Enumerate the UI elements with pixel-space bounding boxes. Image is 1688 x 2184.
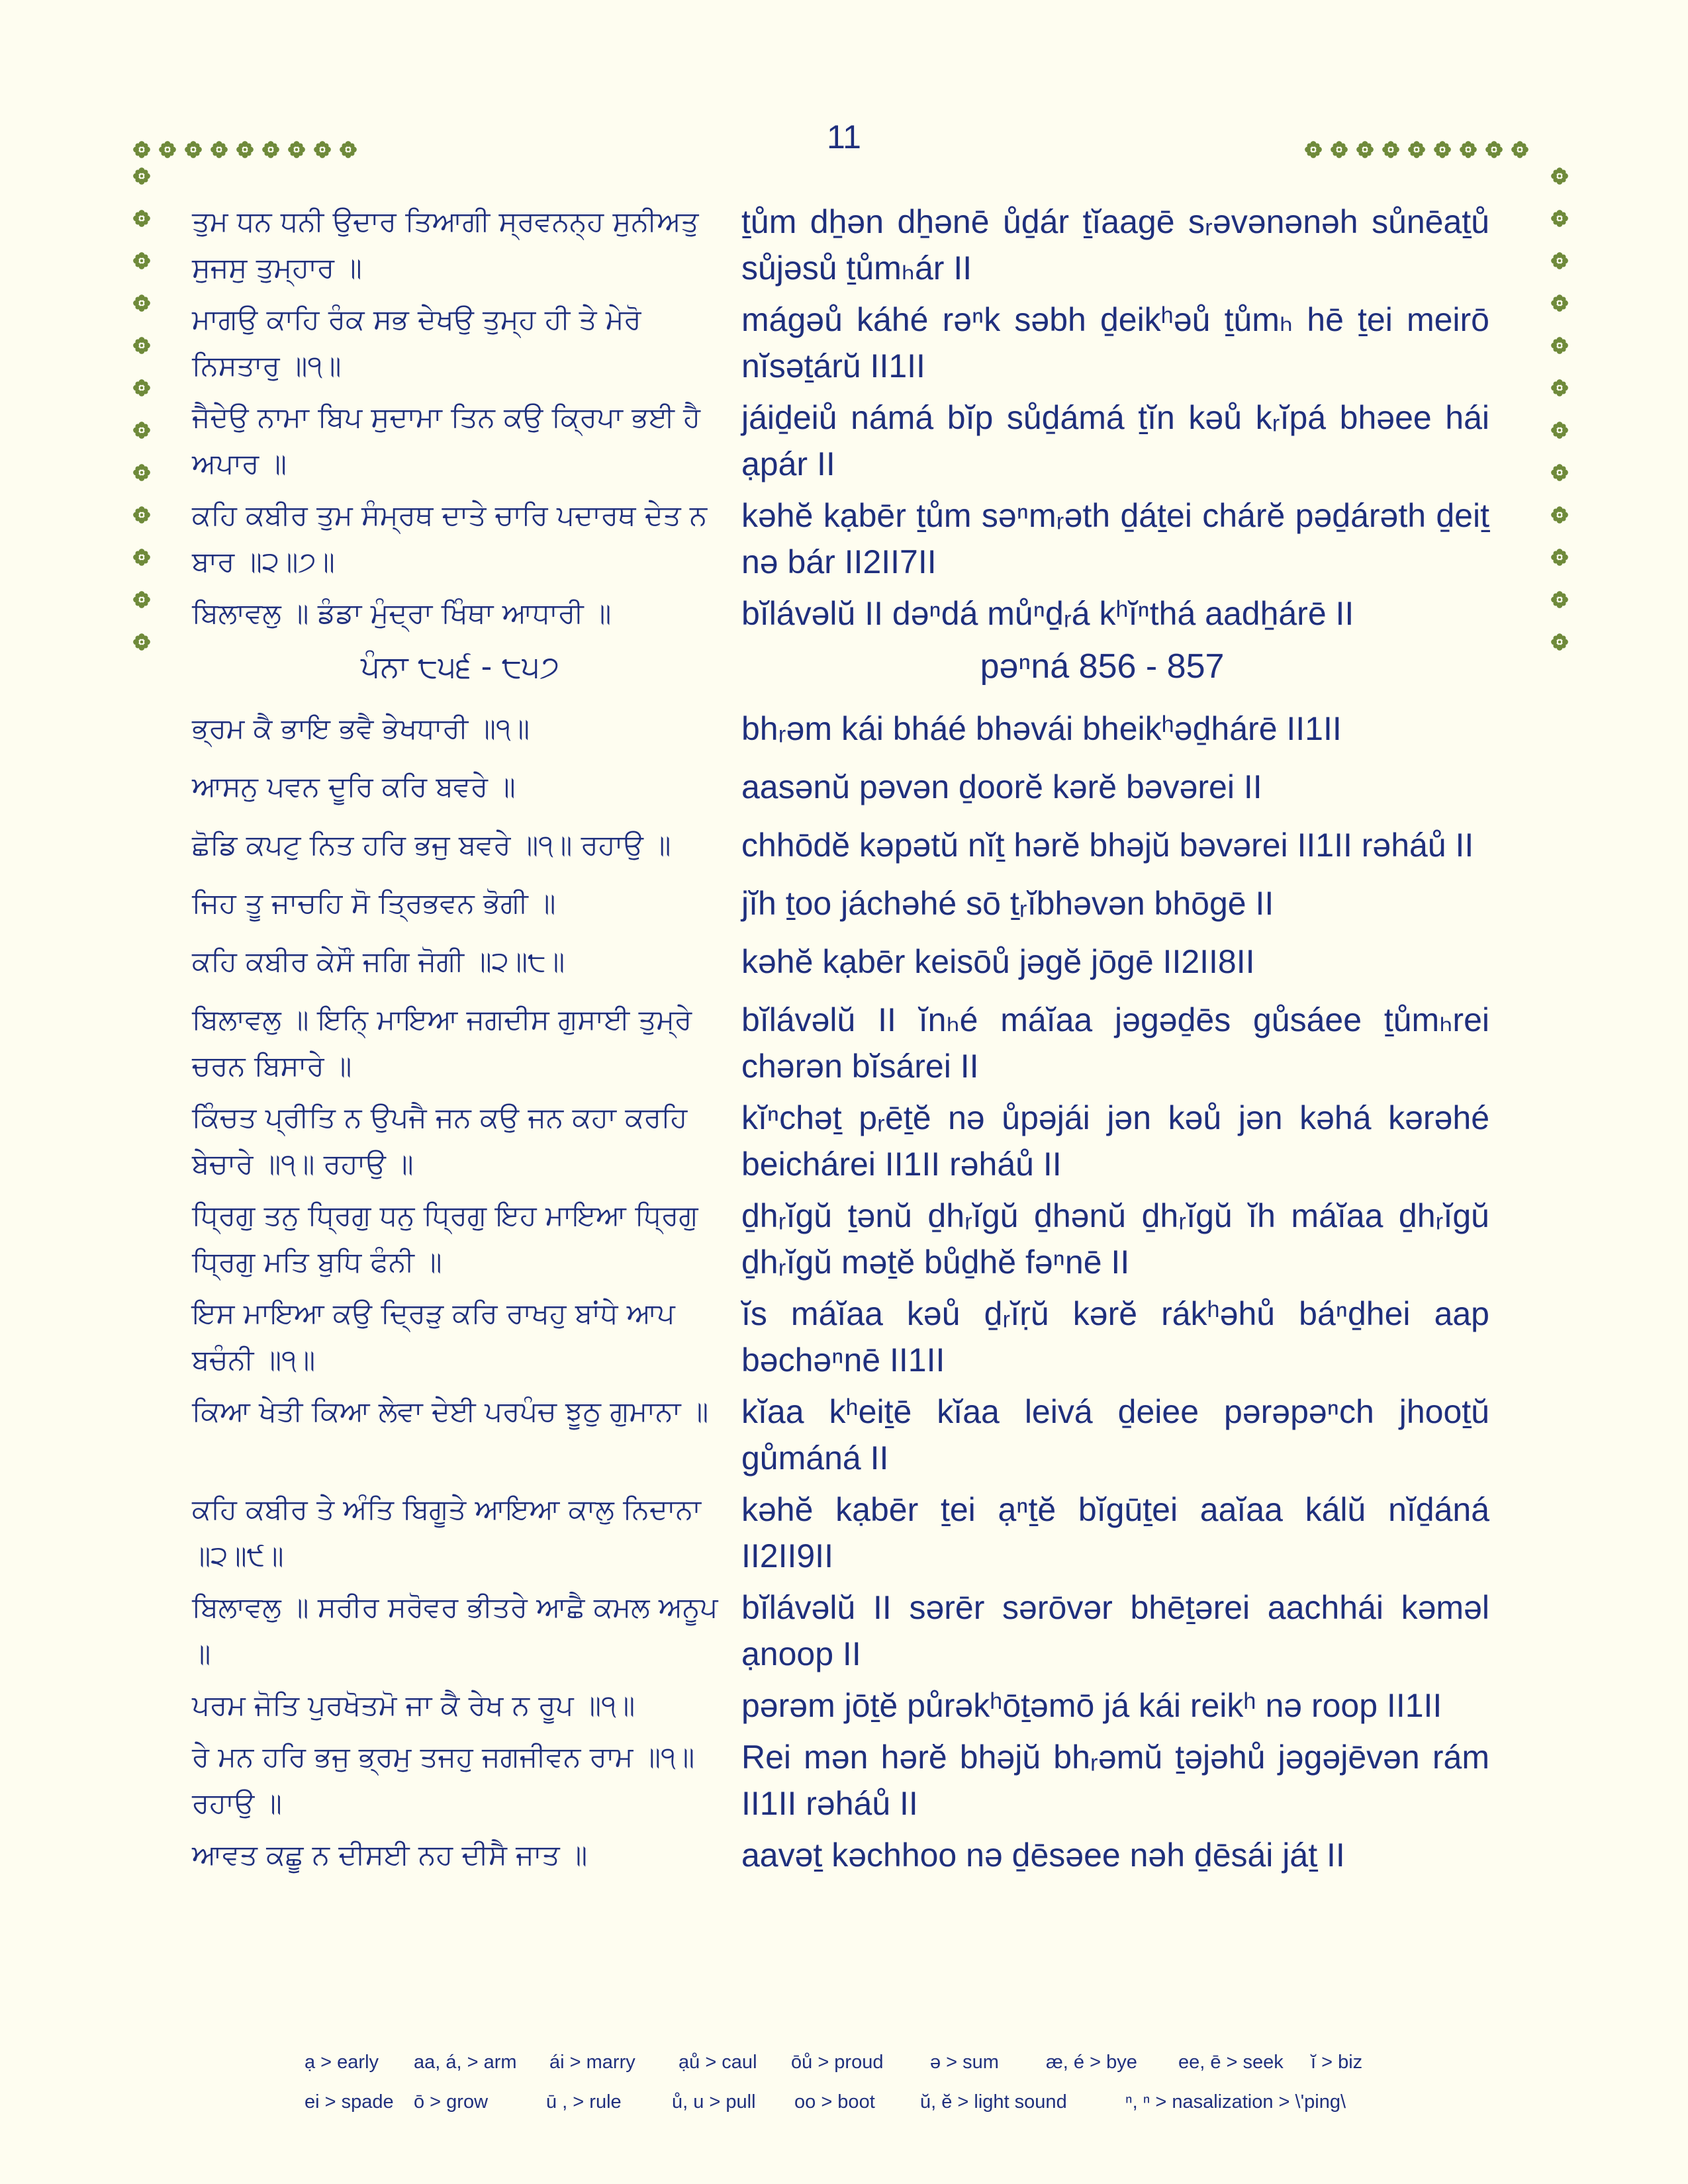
flower-ornament-icon: [132, 379, 151, 397]
flower-ornament-icon: [1356, 140, 1374, 159]
verse-row: [192, 1193, 1516, 1285]
pronunciation-legend: [305, 2042, 1496, 2122]
transliteration-text: Rei mən hərĕ bhəjŭ bhᵣəmŭ ṯəjəhů jəgəjēvən rám II1II rəháů II: [741, 1739, 1489, 1822]
legend-item: oo > boot: [794, 2091, 875, 2113]
flower-ornament-icon: [261, 140, 280, 159]
flower-ornament-icon: [132, 548, 151, 567]
flower-ornament-icon: [1550, 209, 1569, 228]
flower-ornament-icon: [132, 421, 151, 439]
flower-ornament-icon: [132, 209, 151, 228]
transliteration-text: chhōdĕ kəpətŭ nĭṯ hərĕ bhəjŭ bəvərei II1II rəháů II: [741, 827, 1474, 864]
verse-row: [192, 296, 1516, 389]
flower-ornament-icon: [287, 140, 306, 159]
flower-ornament-icon: [1407, 140, 1426, 159]
legend-row: [305, 2042, 1496, 2082]
gurmukhi-text: ਬਿਲਾਵਲੁ ॥ ਡੰਡਾ ਮੁੰਦ੍ਰਾ ਖਿੰਥਾ ਆਧਾਰੀ ॥: [192, 597, 612, 629]
flower-ornament-icon: [132, 590, 151, 609]
flower-ornament-icon: [132, 251, 151, 270]
legend-item: ĭ > biz: [1311, 2051, 1363, 2073]
gurmukhi-text: ਕਹਿ ਕਬੀਰ ਕੇਸੌ ਜਗਿ ਜੋਗੀ ॥੨॥੮॥: [192, 945, 565, 978]
verse-row: [192, 997, 1516, 1089]
verse-row: [192, 1486, 1516, 1579]
flower-ornament-icon: [1304, 140, 1323, 159]
gurmukhi-text: ਜੈਦੇਉ ਨਾਮਾ ਬਿਪ ਸੁਦਾਮਾ ਤਿਨ ਕਉ ਕ੍ਰਿਪਾ ਭਈ ਹੈ ਅਪਾਰ ॥: [192, 401, 701, 480]
flower-ornament-icon: [313, 140, 332, 159]
legend-item: ōů > proud: [791, 2051, 884, 2073]
legend-item: ů, u > pull: [672, 2091, 756, 2113]
flower-ornament-icon: [339, 140, 357, 159]
legend-item: aa, á, > arm: [414, 2051, 517, 2073]
verse-group-after: [192, 705, 1516, 1878]
verse-row: [192, 1734, 1516, 1827]
gurmukhi-text: ਪਰਮ ਜੋਤਿ ਪੁਰਖੋਤਮੋ ਜਾ ਕੈ ਰੇਖ ਨ ਰੂਪ ॥੧॥: [192, 1689, 635, 1721]
flower-ornament-icon: [1382, 140, 1400, 159]
verse-row: [192, 938, 1516, 985]
gurmukhi-text: ਜਿਹ ਤੂ ਜਾਚਹਿ ਸੋ ਤ੍ਰਿਭਵਨ ਭੋਗੀ ॥: [192, 887, 556, 919]
transliteration-text: bhᵣəm kái bháé bhəvái bheikʰəḏhárē II1II: [741, 710, 1342, 747]
flower-ornament-icon: [210, 140, 228, 159]
flower-ornament-icon: [132, 167, 151, 185]
gurmukhi-text: ਕਿਆ ਖੇਤੀ ਕਿਆ ਲੇਵਾ ਦੇਈ ਪਰਪੰਚ ਝੂਠੁ ਗੁਮਾਨਾ ॥: [192, 1395, 709, 1428]
gurmukhi-text: ਧ੍ਰਿਗੁ ਤਨੁ ਧ੍ਰਿਗੁ ਧਨੁ ਧ੍ਰਿਗੁ ਇਹ ਮਾਇਆ ਧ੍ਰਿਗੁ ਧ੍ਰਿਗੁ ਮਤਿ ਬੁਧਿ ਫੰਨੀ ॥: [192, 1199, 698, 1278]
transliteration-text: kəhĕ kạbēr keisōů jəgĕ jōgē II2II8II: [741, 943, 1255, 980]
gurmukhi-text: ਮਾਗਉ ਕਾਹਿ ਰੰਕ ਸਭ ਦੇਖਉ ਤੁਮ੍ਹ ਹੀ ਤੇ ਮੇਰੋ ਨਿਸਤਾਰੁ ॥੧॥: [192, 303, 641, 382]
gurmukhi-text: ਛੋਡਿ ਕਪਟੁ ਨਿਤ ਹਰਿ ਭਜੁ ਬਵਰੇ ॥੧॥ ਰਹਾਉ ॥: [192, 829, 671, 861]
verse-row: [192, 492, 1516, 585]
verse-row: [192, 1584, 1516, 1677]
flower-ornament-icon: [132, 140, 151, 159]
legend-item: ạ > early: [305, 2051, 379, 2073]
flower-ornament-icon: [1550, 506, 1569, 524]
verse-row: [192, 822, 1516, 868]
legend-item: ŭ, ĕ > light sound: [920, 2091, 1067, 2113]
verse-row: [192, 764, 1516, 810]
flower-ornament-icon: [132, 294, 151, 312]
transliteration-text: mágəů káhé rəⁿk səbh ḏeikʰəů ṯůmₕ hē ṯei meirō nĭsəṯárŭ II1II: [741, 301, 1489, 385]
transliteration-text: jĭh ṯoo jáchəhé sō ṯᵣĭbhəvən bhōgē II: [741, 885, 1274, 922]
legend-item: ə > sum: [930, 2051, 999, 2073]
transliteration-text: bĭlávəlŭ II sərēr sərōvər bhēṯərei aachhái kəməl ạnoop II: [741, 1589, 1489, 1672]
pana-gurmukhi: ਪੰਨਾ ੮੫੬ - ੮੫੭: [360, 649, 560, 684]
verse-row: [192, 1388, 1516, 1481]
flower-ornament-icon: [1550, 167, 1569, 185]
transliteration-text: kĭaa kʰeiṯē kĭaa leivá ḏeiee pərəpəⁿch jhooṯŭ gůmáná II: [741, 1393, 1489, 1477]
flower-ornament-icon: [158, 140, 177, 159]
verse-row: [192, 880, 1516, 927]
content-area: [192, 199, 1516, 1884]
legend-item: æ, é > bye: [1046, 2051, 1137, 2073]
flower-ornament-icon: [1550, 294, 1569, 312]
gurmukhi-text: ਭ੍ਰਮ ਕੈ ਭਾਇ ਭਵੈ ਭੇਖਧਾਰੀ ॥੧॥: [192, 712, 530, 745]
flower-ornament-icon: [132, 633, 151, 651]
gurmukhi-text: ਕਿੰਚਤ ਪ੍ਰੀਤਿ ਨ ਉਪਜੈ ਜਨ ਕਉ ਜਨ ਕਹਾ ਕਰਹਿ ਬੇਚਾਰੇ ॥੧॥ ਰਹਾਉ ॥: [192, 1101, 688, 1180]
legend-item: ái > marry: [549, 2051, 635, 2073]
gurmukhi-text: ਆਵਤ ਕਛੂ ਨ ਦੀਸਈ ਨਹ ਦੀਸੈ ਜਾਤ ॥: [192, 1839, 588, 1871]
verse-row: [192, 1832, 1516, 1878]
legend-item: ạů > caul: [679, 2051, 757, 2073]
transliteration-text: kĭⁿchəṯ pᵣēṯĕ nə ůpəjái jən kəů jən kəhá kərəhé beichárei II1II rəháů II: [741, 1099, 1489, 1183]
verse-row: [192, 199, 1516, 291]
flower-ornament-icon: [236, 140, 254, 159]
legend-item: ee, ē > seek: [1178, 2051, 1284, 2073]
gurmukhi-text: ਆਸਨੁ ਪਵਨ ਦੂਰਿ ਕਰਿ ਬਵਰੇ ॥: [192, 770, 516, 803]
gurmukhi-text: ਕਹਿ ਕਬੀਰ ਤੁਮ ਸੰਮ੍ਰਥ ਦਾਤੇ ਚਾਰਿ ਪਦਾਰਥ ਦੇਤ ਨ ਬਾਰ ॥੨॥੭॥: [192, 499, 708, 578]
flower-ornament-icon: [1550, 251, 1569, 270]
verse-row: [192, 705, 1516, 752]
verse-row: [192, 1682, 1516, 1729]
transliteration-text: jáiḏeiů námá bĭp sůḏámá ṯĭn kəů kᵣĭpá bhəee hái ạpár II: [741, 399, 1489, 482]
flower-ornament-icon: [132, 463, 151, 482]
flower-ornament-icon: [132, 506, 151, 524]
transliteration-text: ĭs máĭaa kəů ḏᵣĭṛŭ kərĕ rákʰəhů báⁿḏhei aap bəchəⁿnē II1II: [741, 1295, 1489, 1379]
transliteration-text: ḏhᵣĭgŭ ṯənŭ ḏhᵣĭgŭ ḏhənŭ ḏhᵣĭgŭ ĭh máĭaa ḏhᵣĭgŭ ḏhᵣĭgŭ məṯĕ bůḏhĕ fəⁿnē II: [741, 1197, 1489, 1281]
flower-ornament-icon: [1550, 421, 1569, 439]
verse-row: [192, 1291, 1516, 1383]
flower-ornament-icon: [132, 336, 151, 355]
gurmukhi-text: ਬਿਲਾਵਲੁ ॥ ਸਰੀਰ ਸਰੋਵਰ ਭੀਤਰੇ ਆਛੈ ਕਮਲ ਅਨੂਪ ॥: [192, 1591, 718, 1670]
verse-row: [192, 394, 1516, 487]
gurmukhi-text: ਕਹਿ ਕਬੀਰ ਤੇ ਅੰਤਿ ਬਿਗੂਤੇ ਆਇਆ ਕਾਲੁ ਨਿਦਾਨਾ ॥੨॥੯॥: [192, 1493, 701, 1572]
flower-ornament-icon: [1485, 140, 1503, 159]
legend-item: ⁿ, ⁿ > nasalization > \'ping\: [1125, 2091, 1346, 2113]
flower-ornament-icon: [1433, 140, 1452, 159]
gurmukhi-text: ਬਿਲਾਵਲੁ ॥ ਇਨਿ੍ ਮਾਇਆ ਜਗਦੀਸ ਗੁਸਾਈ ਤੁਮ੍ਰੇ ਚਰਨ ਬਿਸਾਰੇ ॥: [192, 1003, 692, 1082]
gurmukhi-text: ਰੇ ਮਨ ਹਰਿ ਭਜੁ ਭ੍ਰਮੁ ਤਜਹੁ ਜਗਜੀਵਨ ਰਾਮ ॥੧॥ ਰਹਾਉ ॥: [192, 1741, 695, 1819]
flower-ornament-icon: [1550, 463, 1569, 482]
page-number: 11: [827, 118, 861, 156]
flower-ornament-icon: [1459, 140, 1477, 159]
transliteration-text: ṯům dẖən dẖənē ůḏár ṯĭaagē sᵣəvənənəh sůnēaṯů sůjəsů ṯůmₕár II: [741, 203, 1489, 287]
transliteration-text: bĭlávəlŭ II ĭnₕé máĭaa jəgəḏēs gůsáee ṯůmₕrei chərən bĭsárei II: [741, 1001, 1489, 1085]
flower-ornament-icon: [1550, 379, 1569, 397]
page-reference: [192, 643, 1516, 690]
gurmukhi-text: ਤੁਮ ਧਨ ਧਨੀ ਉਦਾਰ ਤਿਆਗੀ ਸ੍ਰਵਨਨ੍ਹ ਸੁਨੀਅਤੁ ਸੁਜਸੁ ਤੁਮ੍ਹਾਰ ॥: [192, 205, 699, 284]
verse-row: [192, 590, 1516, 637]
verse-row: [192, 1095, 1516, 1187]
legend-item: ei > spade: [305, 2091, 394, 2113]
legend-row: [305, 2082, 1496, 2122]
flower-ornament-icon: [1330, 140, 1348, 159]
flower-ornament-icon: [184, 140, 203, 159]
legend-item: ū , > rule: [546, 2091, 622, 2113]
transliteration-text: aasənŭ pəvən ḏoorĕ kərĕ bəvərei II: [741, 768, 1262, 805]
transliteration-text: kəhĕ kạbēr ṯei ạⁿṯĕ bĭgūṯei aaĭaa kálŭ nĭḏáná II2II9II: [741, 1491, 1489, 1574]
transliteration-text: bĭlávəlŭ II dəⁿdá můⁿḏᵣá kʰĭⁿthá aadẖárē II: [741, 595, 1354, 632]
transliteration-text: pərəm jōṯĕ půrəkʰōṯəmō já kái reikʰ nə roop II1II: [741, 1687, 1442, 1724]
transliteration-text: kəhĕ kạbēr ṯům səⁿmᵣəth ḏáṯei chárĕ pəḏárəth ḏeiṯ nə bár II2II7II: [741, 497, 1489, 580]
pana-transliteration: pəⁿná 856 - 857: [980, 647, 1225, 686]
flower-ornament-icon: [1550, 336, 1569, 355]
transliteration-text: aavəṯ kəchhoo nə ḏēsəee nəh ḏēsái jáṯ II: [741, 1837, 1345, 1874]
flower-ornament-icon: [1511, 140, 1529, 159]
legend-item: ō > grow: [414, 2091, 489, 2113]
gurmukhi-text: ਇਸ ਮਾਇਆ ਕਉ ਦ੍ਰਿੜੁ ਕਰਿ ਰਾਖਹੁ ਬਾਂਧੇ ਆਪ ਬਚੰਨੀ ॥੧॥: [192, 1297, 675, 1376]
flower-ornament-icon: [1550, 548, 1569, 567]
flower-ornament-icon: [1550, 633, 1569, 651]
flower-ornament-icon: [1550, 590, 1569, 609]
verse-group-before: [192, 199, 1516, 637]
